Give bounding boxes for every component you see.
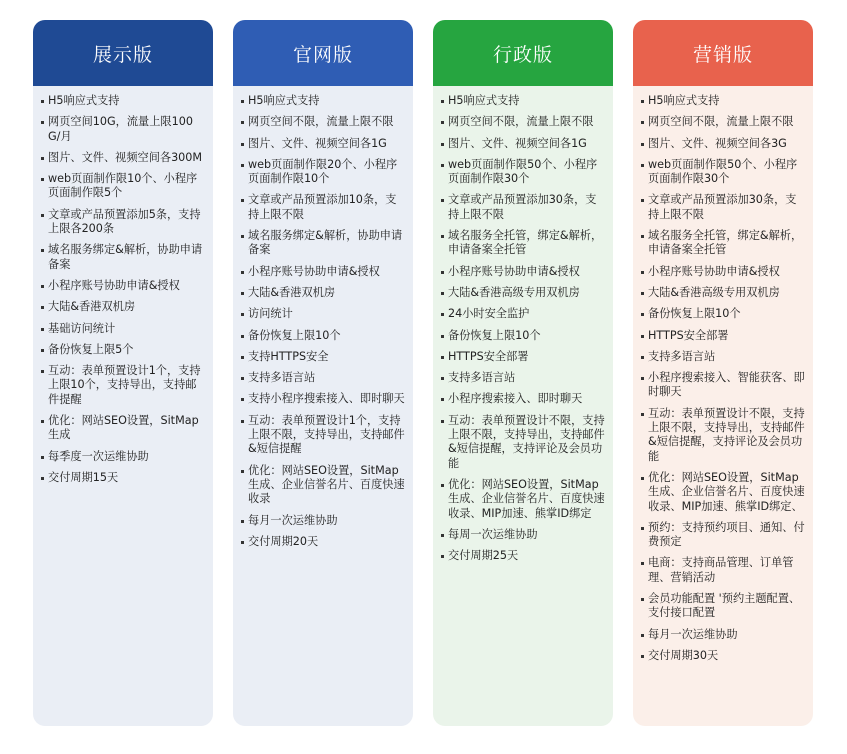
feature-item: 小程序账号协助申请&授权 (241, 265, 405, 279)
feature-item: 电商：支持商品管理、订单管理、营销活动 (641, 556, 805, 585)
feature-item: 访问统计 (241, 307, 405, 321)
feature-item: 文章或产品预置添加30条，支持上限不限 (441, 193, 605, 222)
plan-feature-area (33, 86, 213, 500)
feature-item: HTTPS安全部署 (641, 329, 805, 343)
feature-item: 互动：表单预置设计不限，支持上限不限，支持导出，支持邮件&短信提醒，支持评论及会员功能 (441, 414, 605, 471)
feature-item: 图片、文件、视频空间各1G (441, 137, 605, 151)
feature-item: 小程序搜索接入、即时聊天 (441, 392, 605, 406)
feature-item: 备份恢复上限10个 (641, 307, 805, 321)
plan-feature-area (233, 86, 413, 564)
plan-card-admin (433, 20, 613, 726)
feature-item: 小程序账号协助申请&授权 (41, 279, 205, 293)
feature-item: web页面制作限10个、小程序页面制作限5个 (41, 172, 205, 201)
plan-card-display (33, 20, 213, 726)
feature-item: 文章或产品预置添加30条，支持上限不限 (641, 193, 805, 222)
plan-feature-area (433, 86, 613, 578)
feature-item: 支持多语言站 (441, 371, 605, 385)
feature-item: 互动：表单预置设计1个，支持上限10个，支持导出，支持邮件提醒 (41, 364, 205, 407)
feature-list (241, 94, 405, 549)
feature-item: 文章或产品预置添加5条，支持上限各200条 (41, 208, 205, 237)
feature-item: 小程序账号协助申请&授权 (441, 265, 605, 279)
feature-item: 交付周期15天 (41, 471, 205, 485)
feature-item: 域名服务全托管，绑定&解析，申请备案全托管 (641, 229, 805, 258)
feature-item: 支持多语言站 (241, 371, 405, 385)
feature-item: 图片、文件、视频空间各1G (241, 137, 405, 151)
feature-item: 网页空间不限，流量上限不限 (641, 115, 805, 129)
feature-item: 每月一次运维协助 (641, 628, 805, 642)
feature-item: H5响应式支持 (441, 94, 605, 108)
feature-item: 交付周期25天 (441, 549, 605, 563)
feature-item: 基础访问统计 (41, 322, 205, 336)
feature-item: 图片、文件、视频空间各3G (641, 137, 805, 151)
feature-item: 大陆&香港高级专用双机房 (441, 286, 605, 300)
feature-item: 预约：支持预约项目、通知、付费预定 (641, 521, 805, 550)
feature-item: 优化：网站SEO设置，SitMap生成、企业信誉名片、百度快速收录、MIP加速、熊掌ID绑定 (441, 478, 605, 521)
feature-list (41, 94, 205, 485)
feature-item: 网页空间不限，流量上限不限 (441, 115, 605, 129)
feature-item: 小程序账号协助申请&授权 (641, 265, 805, 279)
plan-title: 行政版 (433, 20, 613, 86)
feature-item: 网页空间不限，流量上限不限 (241, 115, 405, 129)
feature-item: 备份恢复上限10个 (441, 329, 605, 343)
plan-feature-area (633, 86, 813, 678)
feature-list (641, 94, 805, 663)
feature-item: 网页空间10G，流量上限100G/月 (41, 115, 205, 144)
feature-item: 交付周期30天 (641, 649, 805, 663)
feature-item: 大陆&香港双机房 (41, 300, 205, 314)
feature-item: 域名服务全托管，绑定&解析，申请备案全托管 (441, 229, 605, 258)
feature-item: 支持多语言站 (641, 350, 805, 364)
feature-item: 互动：表单预置设计不限，支持上限不限，支持导出，支持邮件&短信提醒，支持评论及会员功能 (641, 407, 805, 464)
feature-item: 备份恢复上限10个 (241, 329, 405, 343)
feature-item: 域名服务绑定&解析，协助申请备案 (41, 243, 205, 272)
feature-item: 文章或产品预置添加10条，支持上限不限 (241, 193, 405, 222)
feature-item: 大陆&香港高级专用双机房 (641, 286, 805, 300)
plan-title: 官网版 (233, 20, 413, 86)
feature-list (441, 94, 605, 563)
feature-item: H5响应式支持 (241, 94, 405, 108)
plan-card-official (233, 20, 413, 726)
feature-item: 小程序搜索接入、智能获客、即时聊天 (641, 371, 805, 400)
feature-item: H5响应式支持 (41, 94, 205, 108)
feature-item: 会员功能配置 '预约主题配置、支付接口配置 (641, 592, 805, 621)
feature-item: web页面制作限50个、小程序页面制作限30个 (441, 158, 605, 187)
feature-item: 优化：网站SEO设置，SitMap生成、企业信誉名片、百度快速收录、MIP加速、熊掌ID绑定、 (641, 471, 805, 514)
feature-item: 每周一次运维协助 (441, 528, 605, 542)
plan-title: 营销版 (633, 20, 813, 86)
feature-item: 支持HTTPS安全 (241, 350, 405, 364)
feature-item: 互动：表单预置设计1个，支持上限不限，支持导出，支持邮件&短信提醒 (241, 414, 405, 457)
feature-item: H5响应式支持 (641, 94, 805, 108)
feature-item: 备份恢复上限5个 (41, 343, 205, 357)
feature-item: 域名服务绑定&解析，协助申请备案 (241, 229, 405, 258)
feature-item: web页面制作限20个、小程序页面制作限10个 (241, 158, 405, 187)
plan-card-marketing (633, 20, 813, 726)
feature-item: 24小时安全监护 (441, 307, 605, 321)
plan-title: 展示版 (33, 20, 213, 86)
feature-item: 支持小程序搜索接入、即时聊天 (241, 392, 405, 406)
feature-item: 图片、文件、视频空间各300M (41, 151, 205, 165)
feature-item: web页面制作限50个、小程序页面制作限30个 (641, 158, 805, 187)
feature-item: HTTPS安全部署 (441, 350, 605, 364)
feature-item: 优化：网站SEO设置，SitMap生成 (41, 414, 205, 443)
feature-item: 大陆&香港双机房 (241, 286, 405, 300)
feature-item: 每季度一次运维协助 (41, 450, 205, 464)
feature-item: 交付周期20天 (241, 535, 405, 549)
feature-item: 每月一次运维协助 (241, 514, 405, 528)
feature-item: 优化：网站SEO设置，SitMap生成、企业信誉名片、百度快速收录 (241, 464, 405, 507)
